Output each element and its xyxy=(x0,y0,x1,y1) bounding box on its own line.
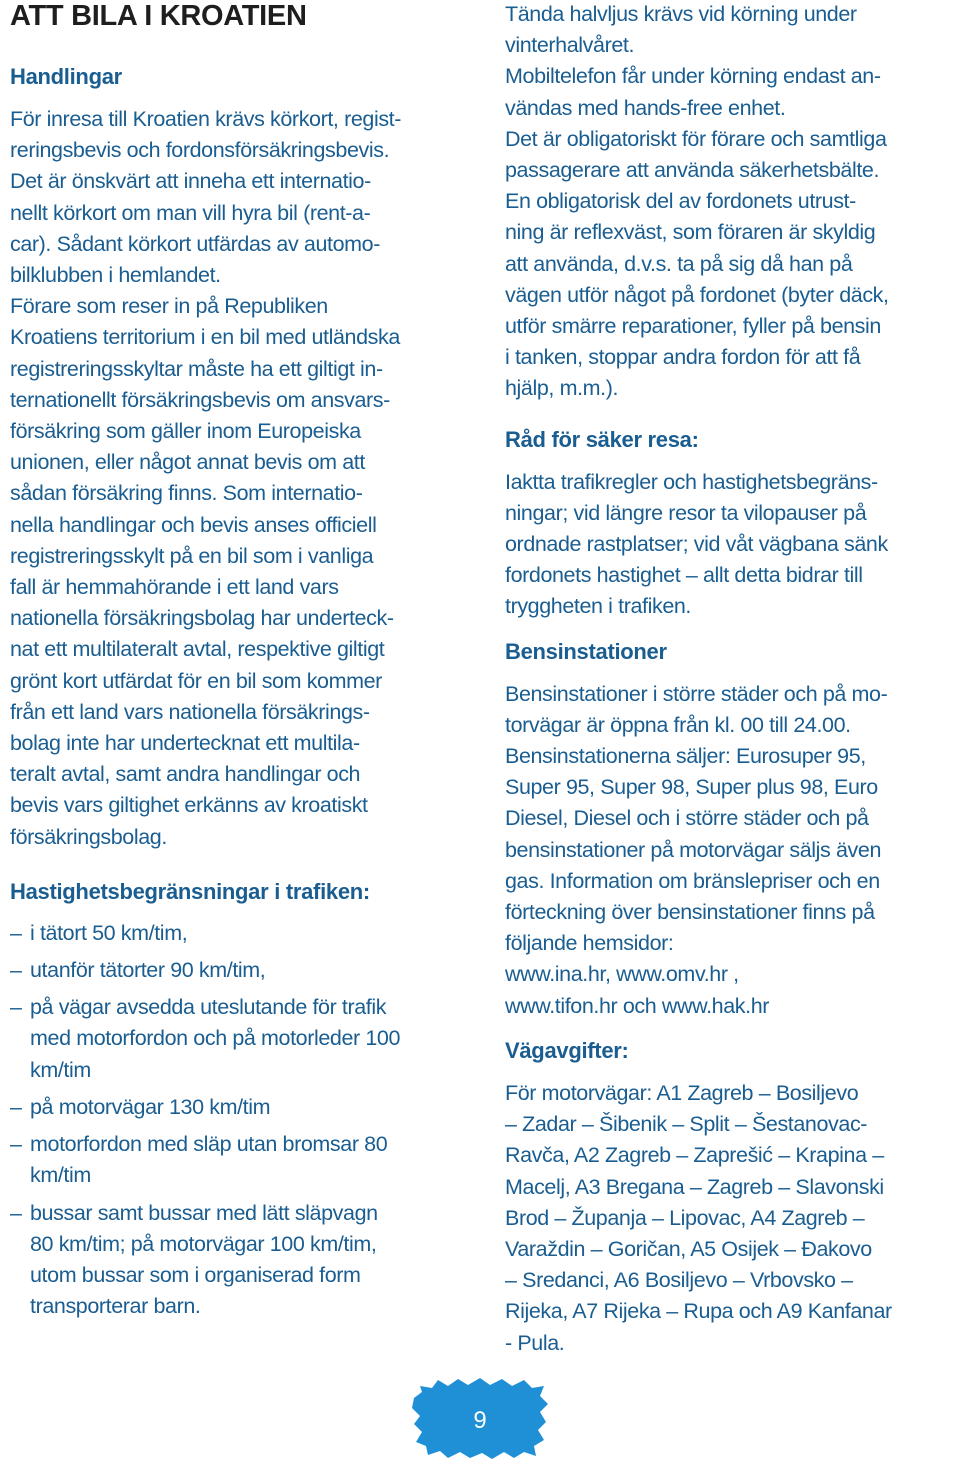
text-line: att använda, d.v.s. ta på sig då han på xyxy=(505,251,853,276)
tolls-paragraph xyxy=(505,1078,957,1359)
section-heading-safety: Råd för säker resa: xyxy=(505,426,699,452)
text-line: För motorvägar: A1 Zagreb – Bosiljevo xyxy=(505,1080,859,1105)
text-line: Iaktta trafikregler och hastighetsbegräns- xyxy=(505,469,878,494)
left-column xyxy=(10,0,472,1328)
text-line: registreringsskylt på en bil som i vanliga xyxy=(10,543,374,568)
section-heading-tolls: Vägavgifter: xyxy=(505,1037,629,1063)
dash-bullet: – xyxy=(10,995,22,1020)
text-line: vändas med hands-free enhet. xyxy=(505,95,786,120)
text-line: Diesel, Diesel och i större städer och på xyxy=(505,806,869,831)
text-line: Kroatiens territorium i en bil med utländska xyxy=(10,325,400,350)
text-line: Tända halvljus krävs vid körning under xyxy=(505,2,857,26)
text-line: nella handlingar och bevis anses officiell xyxy=(10,512,377,537)
text-line: sådan försäkring finns. Som internatio- xyxy=(10,481,363,506)
text-line: försäkring som gäller inom Europeiska xyxy=(10,419,361,444)
page-number: 9 xyxy=(473,1407,487,1434)
text-line: En obligatorisk del av fordonets utrust- xyxy=(505,189,856,214)
text-line: utanför tätorter 90 km/tim, xyxy=(30,958,266,983)
text-line: transporterar barn. xyxy=(30,1294,201,1319)
text-line: teralt avtal, samt andra handlingar och xyxy=(10,762,361,787)
text-line: följande hemsidor: xyxy=(505,931,674,956)
dash-bullet: – xyxy=(10,1094,22,1119)
text-line: fall är hemmahörande i ett land vars xyxy=(10,575,339,600)
text-line: Ravča, A2 Zagreb – Zaprešić – Krapina – xyxy=(505,1143,884,1168)
text-line: nellt körkort om man vill hyra bil (rent-a- xyxy=(10,200,371,225)
text-line: Bensinstationer i större städer och på mo- xyxy=(505,681,888,706)
text-line: bussar samt bussar med lätt släpvagn xyxy=(30,1200,378,1225)
text-line: Det är önskvärt att inneha ett internatio- xyxy=(10,169,371,194)
page-number-badge xyxy=(410,1376,550,1460)
text-line: bolag inte har undertecknat ett multila- xyxy=(10,731,360,756)
section-heading-handlingar: Handlingar xyxy=(10,64,122,89)
text-line: ning är reflexväst, som föraren är skyldig xyxy=(505,220,876,245)
text-line: unionen, eller något annat bevis om att xyxy=(10,450,365,475)
text-line: registreringsskyltar måste ha ett giltigt in- xyxy=(10,356,383,381)
text-line: Macelj, A3 Bregana – Zagreb – Slavonski xyxy=(505,1174,884,1199)
text-line: Varaždin – Goričan, A5 Osijek – Đakovo xyxy=(505,1236,872,1261)
text-line: på vägar avsedda uteslutande för trafik xyxy=(30,995,387,1020)
text-line: Super 95, Super 98, Super plus 98, Euro xyxy=(505,775,878,800)
text-line: Förare som reser in på Republiken xyxy=(10,294,328,319)
list-item xyxy=(10,1092,472,1123)
text-line: ternationellt försäkringsbevis om ansvars- xyxy=(10,387,390,412)
text-line: utför smärre reparationer, fyller på bensin xyxy=(505,314,881,339)
list-item xyxy=(10,918,472,949)
text-line: med motorfordon och på motorleder 100 xyxy=(30,1026,401,1051)
text-line: bevis vars giltighet erkänns av kroatiskt xyxy=(10,793,368,818)
list-item xyxy=(10,955,472,986)
text-line: ordnade rastplatser; vid våt vägbana sänk xyxy=(505,532,888,557)
text-line: www.ina.hr, www.omv.hr , xyxy=(505,962,739,987)
text-line: nationella försäkringsbolag har underteck- xyxy=(10,606,394,631)
text-line: i tätort 50 km/tim, xyxy=(30,920,188,945)
handlingar-paragraph xyxy=(10,104,472,853)
safety-paragraph xyxy=(505,467,957,623)
dash-bullet: – xyxy=(10,920,22,945)
list-item xyxy=(10,992,472,1086)
text-line: Rijeka, A7 Rijeka – Rupa och A9 Kanfanar xyxy=(505,1299,892,1324)
text-line: – Sredanci, A6 Bosiljevo – Vrbovsko – xyxy=(505,1268,853,1293)
text-line: vinterhalvåret. xyxy=(505,33,635,58)
text-line: gas. Information om bränslepriser och en xyxy=(505,868,880,893)
text-line: utom bussar som i organiserad form xyxy=(30,1262,361,1287)
text-line: - Pula. xyxy=(505,1330,565,1355)
text-line: reringsbevis och fordonsförsäkringsbevis. xyxy=(10,138,390,163)
text-line: motorfordon med släp utan bromsar 80 xyxy=(30,1132,388,1157)
text-line: car). Sådant körkort utfärdas av automo- xyxy=(10,231,380,256)
list-item xyxy=(10,1129,472,1191)
text-line: Det är obligatoriskt för förare och samtliga xyxy=(505,126,887,151)
speed-limit-list xyxy=(10,918,472,1322)
text-line: Brod – Županja – Lipovac, A4 Zagreb – xyxy=(505,1205,865,1230)
text-line: hjälp, m.m.). xyxy=(505,376,619,401)
text-line: på motorvägar 130 km/tim xyxy=(30,1094,271,1119)
text-line: torvägar är öppna från kl. 00 till 24.00. xyxy=(505,712,851,737)
text-line: nat ett multilateralt avtal, respektive giltigt xyxy=(10,637,385,662)
rules-paragraph xyxy=(505,0,957,405)
text-line: www.tifon.hr och www.hak.hr xyxy=(505,993,770,1018)
text-line: 80 km/tim; på motorvägar 100 km/tim, xyxy=(30,1231,377,1256)
text-line: fordonets hastighet – allt detta bidrar till xyxy=(505,563,863,588)
text-line: förteckning över bensinstationer finns på xyxy=(505,900,875,925)
text-line: från ett land vars nationella försäkrings- xyxy=(10,699,370,724)
text-line: bensinstationer på motorvägar säljs även xyxy=(505,837,881,862)
text-line: För inresa till Kroatien krävs körkort, regist- xyxy=(10,107,402,131)
section-heading-fuel-stations: Bensinstationer xyxy=(505,638,667,664)
dash-bullet: – xyxy=(10,1132,22,1157)
section-heading-speed-limits: Hastighetsbegränsningar i trafiken: xyxy=(10,878,370,904)
text-line: ningar; vid längre resor ta vilopauser på xyxy=(505,500,867,525)
text-line: km/tim xyxy=(30,1163,91,1188)
page-title: ATT BILA I KROATIEN xyxy=(10,0,307,32)
text-line: grönt kort utfärdat för en bil som kommer xyxy=(10,668,382,693)
right-column xyxy=(505,0,957,1359)
text-line: Bensinstationerna säljer: Eurosuper 95, xyxy=(505,744,866,769)
text-line: Mobiltelefon får under körning endast an- xyxy=(505,64,881,89)
fuel-stations-paragraph xyxy=(505,679,957,1022)
text-line: passagerare att använda säkerhetsbälte. xyxy=(505,158,880,183)
text-line: tryggheten i trafiken. xyxy=(505,594,692,619)
dash-bullet: – xyxy=(10,958,22,983)
dash-bullet: – xyxy=(10,1200,22,1225)
text-line: vägen utför något på fordonet (byter däck, xyxy=(505,282,889,307)
text-line: km/tim xyxy=(30,1057,91,1082)
text-line: i tanken, stoppar andra fordon för att få xyxy=(505,345,861,370)
text-line: – Zadar – Šibenik – Split – Šestanovac- xyxy=(505,1112,868,1137)
text-line: försäkringsbolag. xyxy=(10,824,167,849)
text-line: bilklubben i hemlandet. xyxy=(10,263,221,288)
list-item xyxy=(10,1198,472,1323)
